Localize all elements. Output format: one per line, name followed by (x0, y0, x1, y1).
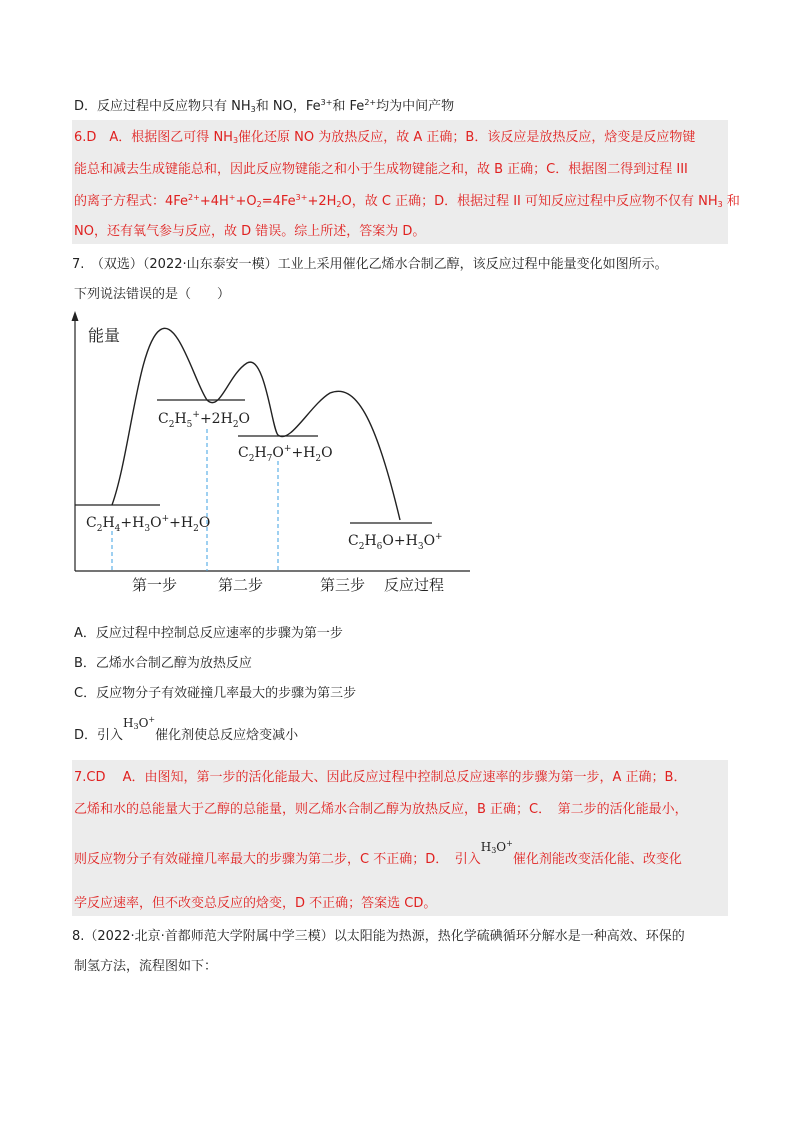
q8-stem-line-1: 8.（2022·北京·首都师范大学附属中学三模）以太阳能为热源，热化学硫碘循环分解水是一种高效、环保的 (72, 929, 685, 944)
text-segment: O，故 C 正确；D．根据过程 II 可知反应过程中反应物不仅有 NH (341, 194, 718, 209)
text-segment: +4H (199, 194, 229, 209)
answer-line (74, 126, 695, 145)
answer-line (74, 190, 740, 209)
y-axis-arrow-icon (72, 311, 79, 321)
subscript: 2 (336, 200, 342, 209)
q6-option-d (74, 97, 454, 117)
answer-line: NO，还有氧气参与反应，故 D 错误。综上所述，答案为 D。 (74, 224, 426, 239)
energy-curve (112, 328, 400, 520)
option-label: D． (74, 99, 98, 114)
text-segment: 则反应物分子有效碰撞几率最大的步骤为第二步，C 不正确；D． 引入 (74, 852, 481, 867)
superscript: 3+ (320, 98, 333, 107)
text-segment: 6.D A．根据图乙可得 NH (74, 130, 233, 145)
text-segment: +2H (307, 194, 337, 209)
subscript: 3 (232, 136, 239, 145)
text-segment: 催化剂使总反应焓变减小 (155, 728, 299, 743)
h3o-formula: $H_3O^+$ (480, 839, 513, 855)
answer-line: 乙烯和水的总能量大于乙醇的总能量，则乙烯水合制乙醇为放热反应，B 正确；C． 第二步的活化能最小， (74, 802, 688, 817)
subscript: 3 (717, 200, 723, 209)
subscript: 2 (256, 200, 262, 209)
answer-line: 能总和减去生成键能总和，因此反应物键能之和小于生成物键能之和，故 B 正确；C．根据图二得到过程 III (74, 162, 688, 177)
energy-diagram (60, 305, 480, 605)
q7-answer-block (72, 760, 728, 916)
text-segment: 催化剂能改变活化能、改变化 (512, 852, 682, 867)
text-segment: 催化还原 NO 为放热反应，故 A 正确；B．该反应是放热反应，焓变是反应物键 (238, 130, 696, 145)
answer-line: 学反应速率，但不改变总反应的焓变，D 不正确；答案选 CD。 (74, 896, 437, 911)
text-segment: 和 Fe (332, 99, 365, 114)
step-label: 第一步 (132, 576, 178, 594)
q7-option-a: A．反应过程中控制总反应速率的步骤为第一步 (74, 626, 343, 641)
text-segment: =4Fe (261, 194, 296, 209)
q7-stem-line-2: 下列说法错误的是（ ） (74, 287, 231, 302)
q7-option-b: B．乙烯水合制乙醇为放热反应 (74, 656, 252, 671)
products-label: $C_2H_6O+H_3O^+$ (348, 532, 443, 552)
superscript: + (228, 193, 236, 202)
step-label: 第三步 (320, 576, 366, 594)
text-segment: 均为中间产物 (376, 99, 455, 114)
h3o-formula: $H_3O^+$ (123, 715, 156, 731)
q6-answer-block (72, 120, 740, 244)
text-segment: 的离子方程式：4Fe (74, 194, 189, 209)
y-axis-label: 能量 (88, 326, 121, 345)
subscript: 3 (250, 105, 256, 114)
x-axis-label: 反应过程 (384, 576, 445, 594)
superscript: 2+ (188, 193, 200, 202)
q7-option-c: C．反应物分子有效碰撞几率最大的步骤为第三步 (74, 686, 357, 701)
text-segment: D．引入 (74, 728, 124, 743)
step-label: 第二步 (218, 576, 264, 594)
text-segment: 反应过程中反应物只有 NH (97, 99, 251, 114)
q8-stem-line-2: 制氢方法，流程图如下： (74, 959, 218, 974)
reactants-label: $C_2H_4+H_3O^++H_2O$ (86, 514, 211, 534)
intermediate-2-label: $C_2H_7O^++H_2O$ (238, 444, 333, 464)
superscript: 2+ (364, 98, 377, 107)
text-segment: 和 NO，Fe (255, 99, 321, 114)
q7-option-d (74, 715, 299, 746)
q7-stem-line-1: 7. （双选）（2022·山东泰安一模）工业上采用催化乙烯水合制乙醇，该反应过程中能量变化如图所示。 (72, 257, 668, 272)
answer-line (74, 839, 682, 867)
text-segment: 和 (722, 194, 740, 209)
answer-line: 7.CD A．由图知，第一步的活化能最大、因此反应过程中控制总反应速率的步骤为第一步，A 正确；B． (74, 770, 687, 785)
superscript: 3+ (295, 193, 308, 202)
intermediate-1-label: $C_2H_5^++2H_2O$ (158, 410, 251, 430)
text-segment: +O (235, 194, 257, 209)
